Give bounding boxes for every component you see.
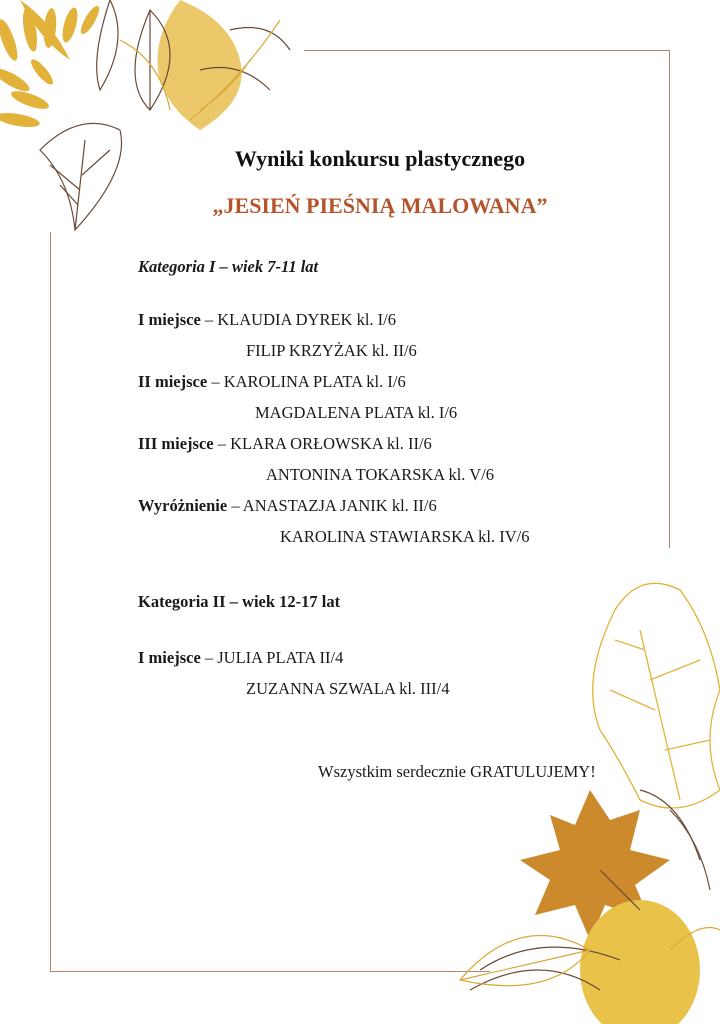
category-2-heading: Kategoria II – wiek 12-17 lat: [138, 592, 341, 611]
frame-top-line: [304, 50, 670, 51]
winner-name: KLAUDIA DYREK kl. I/6: [217, 310, 397, 329]
contest-name: „JESIEŃ PIEŚNIĄ MALOWANA”: [212, 193, 548, 218]
winner-name: ZUZANNA SZWALA kl. III/4: [246, 679, 450, 698]
category-1-heading: Kategoria I – wiek 7-11 lat: [138, 257, 319, 276]
winner-name: ANASTAZJA JANIK kl. II/6: [242, 496, 437, 515]
winner-name: KAROLINA STAWIARSKA kl. IV/6: [280, 527, 530, 546]
separator: –: [213, 434, 231, 453]
category-1-third-place-row: [138, 434, 432, 454]
place-label: Wyróżnienie: [138, 496, 228, 515]
place-label: I miejsce: [138, 310, 201, 329]
fern-leaf-gold: [0, 0, 102, 130]
place-label: III miejsce: [138, 434, 214, 453]
oak-leaf-gold: [158, 0, 242, 130]
winner-name: JULIA PLATA II/4: [217, 648, 344, 667]
category-1-second-place-row: [138, 372, 406, 392]
oak-leaf-outline-gold: [593, 583, 720, 808]
separator: –: [200, 310, 218, 329]
place-label: II miejsce: [138, 372, 208, 391]
frame-right-line: [669, 50, 670, 548]
page-title: Wyniki konkursu plastycznego: [234, 146, 526, 171]
congratulations-text: Wszystkim serdecznie GRATULUJEMY!: [318, 762, 596, 781]
winner-name: ANTONINA TOKARSKA kl. V/6: [266, 465, 494, 484]
separator: –: [207, 372, 224, 391]
winner-name: KAROLINA PLATA kl. I/6: [223, 372, 406, 391]
frame-left-line: [50, 232, 51, 972]
category-2-first-place-row: [138, 648, 343, 668]
winner-name: MAGDALENA PLATA kl. I/6: [255, 403, 458, 422]
place-label: I miejsce: [138, 648, 201, 667]
winner-name: KLARA ORŁOWSKA kl. II/6: [230, 434, 432, 453]
separator: –: [200, 648, 218, 667]
winner-name: FILIP KRZYŻAK kl. II/6: [246, 341, 417, 360]
category-1-distinction-row: [138, 496, 437, 516]
autumn-leaves-bottom-right-illustration: [440, 570, 720, 1024]
separator: –: [227, 496, 243, 515]
category-1-first-place-row: [138, 310, 396, 330]
frame-bottom-line: [50, 971, 490, 972]
